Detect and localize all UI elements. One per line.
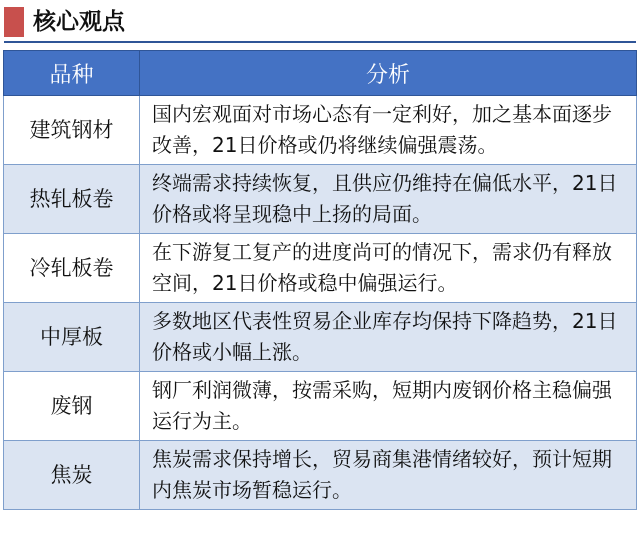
analysis-cell: 终端需求持续恢复，且供应仍维持在偏低水平，21日价格或将呈现稳中上扬的局面。: [140, 165, 637, 234]
product-cell: 中厚板: [4, 303, 140, 372]
analysis-cell: 在下游复工复产的进度尚可的情况下，需求仍有释放空间，21日价格或稳中偏强运行。: [140, 234, 637, 303]
section-title: 核心观点: [33, 9, 125, 35]
section-marker-icon: [4, 7, 24, 37]
section-header: [4, 4, 636, 40]
product-cell: 废钢: [4, 372, 140, 441]
product-cell: 焦炭: [4, 441, 140, 510]
table-row: [4, 303, 637, 372]
table-row: [4, 234, 637, 303]
table-header-row: [4, 51, 637, 96]
product-cell: 冷轧板卷: [4, 234, 140, 303]
analysis-cell: 多数地区代表性贸易企业库存均保持下降趋势，21日价格或小幅上涨。: [140, 303, 637, 372]
analysis-table: [3, 50, 637, 510]
analysis-cell: 焦炭需求保持增长，贸易商集港情绪较好，预计短期内焦炭市场暂稳运行。: [140, 441, 637, 510]
table-row: [4, 372, 637, 441]
header-product: 品种: [4, 51, 140, 96]
section-divider: [4, 41, 636, 43]
product-cell: 热轧板卷: [4, 165, 140, 234]
analysis-cell: 国内宏观面对市场心态有一定利好，加之基本面逐步改善，21日价格或仍将继续偏强震荡。: [140, 96, 637, 165]
product-cell: 建筑钢材: [4, 96, 140, 165]
analysis-cell: 钢厂利润微薄，按需采购，短期内废钢价格主稳偏强运行为主。: [140, 372, 637, 441]
table-row: [4, 165, 637, 234]
header-analysis: 分析: [140, 51, 637, 96]
table-row: [4, 96, 637, 165]
table-row: [4, 441, 637, 510]
